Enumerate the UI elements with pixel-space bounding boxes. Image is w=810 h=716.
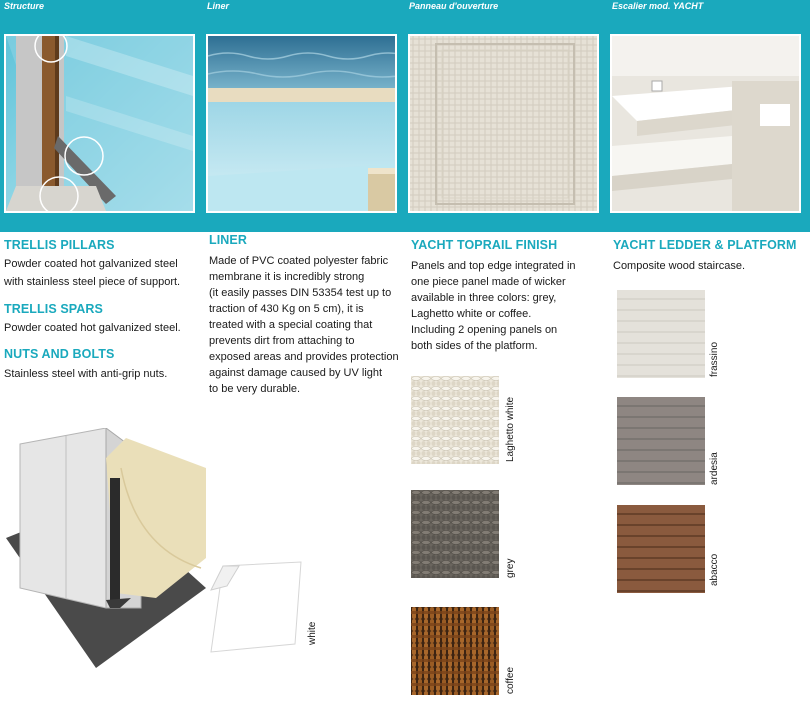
caption-liner: Liner xyxy=(207,1,230,11)
panel-photo xyxy=(408,34,599,213)
liner-line: exposed areas and provides protection xyxy=(209,351,399,363)
structure-diagram xyxy=(6,428,206,708)
toprail-line: one piece panel made of wicker xyxy=(411,276,566,288)
toprail-line: Including 2 opening panels on xyxy=(411,324,558,336)
text-trellis-pillars-2: with stainless steel piece of support. xyxy=(4,276,181,288)
toprail-description xyxy=(411,258,601,354)
stair-photo xyxy=(610,34,801,213)
liner-photo xyxy=(206,34,397,213)
toprail-line: Laghetto white or coffee. xyxy=(411,308,532,320)
heading-liner: LINER xyxy=(209,233,247,247)
heading-ledder-platform: YACHT LEDDER & PLATFORM xyxy=(613,238,797,252)
liner-swatch-white xyxy=(209,560,303,654)
label-abacco: abacco xyxy=(709,553,720,586)
structure-photo xyxy=(4,34,195,213)
label-coffee: coffee xyxy=(505,666,516,694)
swatch-frassino xyxy=(617,290,705,378)
liner-line: treated with a special coating that xyxy=(209,319,373,331)
liner-line: to be very durable. xyxy=(209,383,301,395)
caption-structure: Structure xyxy=(4,1,45,11)
swatch-abacco xyxy=(617,505,705,593)
text-staircase: Composite wood staircase. xyxy=(613,260,746,272)
liner-line: Made of PVC coated polyester fabric xyxy=(209,255,389,267)
liner-line: (it easily passes DIN 53354 test up to xyxy=(209,287,392,299)
text-trellis-spars: Powder coated hot galvanized steel. xyxy=(4,322,181,334)
heading-trellis-spars: TRELLIS SPARS xyxy=(4,302,103,316)
swatch-laghetto-white xyxy=(411,376,499,464)
heading-toprail: YACHT TOPRAIL FINISH xyxy=(411,238,558,252)
liner-line: membrane it is incredibly strong xyxy=(209,271,365,283)
label-white: white xyxy=(307,621,318,645)
label-ardesia: ardesia xyxy=(709,452,720,485)
toprail-line: both sides of the platform. xyxy=(411,340,538,352)
label-laghetto-white: Laghetto white xyxy=(505,396,516,462)
liner-line: traction of 430 Kg on 5 cm), it is xyxy=(209,303,364,315)
swatch-grey xyxy=(411,490,499,578)
heading-nuts-bolts: NUTS AND BOLTS xyxy=(4,347,115,361)
heading-trellis-pillars: TRELLIS PILLARS xyxy=(4,238,115,252)
swatch-coffee xyxy=(411,607,499,695)
liner-line: against damage caused by UV light xyxy=(209,367,383,379)
label-grey: grey xyxy=(505,558,516,578)
caption-stair: Escalier mod. YACHT xyxy=(612,1,704,11)
liner-description xyxy=(209,253,399,397)
text-nuts-bolts: Stainless steel with anti-grip nuts. xyxy=(4,368,168,380)
liner-line: prevents dirt from attaching to xyxy=(209,335,355,347)
label-frassino: frassino xyxy=(709,341,720,377)
swatch-ardesia xyxy=(617,397,705,485)
toprail-line: available in three colors: grey, xyxy=(411,292,557,304)
toprail-line: Panels and top edge integrated in xyxy=(411,260,576,272)
text-trellis-pillars-1: Powder coated hot galvanized steel xyxy=(4,258,178,270)
caption-panel: Panneau d'ouverture xyxy=(409,1,499,11)
